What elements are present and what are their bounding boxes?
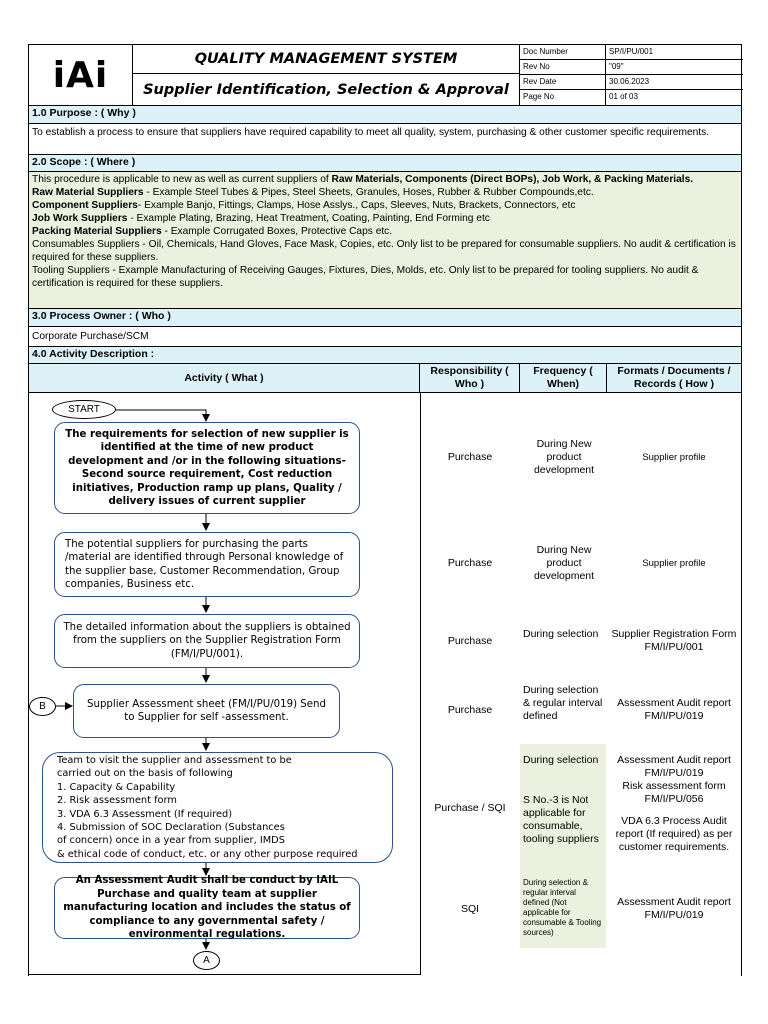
meta-value: 01 of 03	[609, 92, 638, 101]
step-6-who: SQI	[460, 902, 480, 915]
step-2-how: Supplier profile	[642, 557, 706, 569]
scope-tooling: Tooling Suppliers - Example Manufacturing of Receiving Gauges, Fixtures, Dies, Molds, etc. Only list to be prepared for tooling suppliers. No audit & certification is required for these suppliers.	[32, 265, 699, 289]
flow-step-2: The potential suppliers for purchasing the parts /material are identified through Personal knowledge of the supplier base, Customer Recommendation, Group companies, Business etc.	[54, 532, 360, 597]
connector-a: A	[193, 951, 220, 970]
col-how-header: Formats / Documents / Records ( How )	[607, 364, 741, 393]
logo-text: iAi	[52, 54, 109, 96]
purpose-heading: 1.0 Purpose : ( Why )	[29, 105, 741, 124]
meta-label: Page No	[520, 90, 606, 105]
owner-text: Corporate Purchase/SCM	[32, 331, 149, 342]
meta-label: Rev Date	[520, 75, 606, 90]
step-3-how: Supplier Registration Form FM/I/PU/001	[611, 628, 737, 653]
start-terminal: START	[52, 400, 116, 419]
step-4-when: During selection & regular interval defined	[523, 684, 603, 722]
step-3-when: During selection	[523, 628, 599, 640]
step-5-when-cell	[520, 744, 606, 876]
scope-line: Raw Material Suppliers - Example Steel Tubes & Pipes, Steel Sheets, Granules, Hoses, Rubber & Rubber Compounds,etc.	[32, 187, 594, 198]
step-6-how: Assessment Audit report FM/I/PU/019	[617, 896, 731, 921]
scope-line: Component Suppliers- Example Banjo, Fittings, Clamps, Hose Asslys., Caps, Sleeves, Nuts, Brackets, Connectors, etc	[32, 200, 576, 211]
col-what-header: Activity ( What )	[29, 364, 420, 393]
meta-value: 30.06.2023	[606, 75, 743, 90]
activity-heading: 4.0 Activity Description :	[29, 346, 741, 364]
scope-line: Job Work Suppliers - Example Plating, Brazing, Heat Treatment, Coating, Painting, End Forming etc	[32, 213, 490, 224]
purpose-text: To establish a process to ensure that suppliers have required capability to meet all quality, system, purchasing & other customer specific requirements.	[32, 127, 710, 138]
arrow-start	[116, 410, 206, 421]
flow-step-1: The requirements for selection of new supplier is identified at the time of new product development and /or in the following situations- Second source requirement, Cost reduction initiatives, Production ramp up plans, Quality / delivery issues of current supplier	[54, 422, 360, 514]
step-5-when-note: S No.-3 is Not applicable for consumable, tooling suppliers	[523, 794, 599, 845]
step-5-who: Purchase / SQI	[434, 801, 506, 814]
col-who-header: Responsibility ( Who )	[420, 364, 520, 393]
scope-intro: This procedure is applicable to new as well as current suppliers of Raw Materials, Components (Direct BOPs), Job Work, & Packing Materials.	[32, 174, 694, 185]
meta-value: "09"	[606, 60, 743, 75]
step-2-who: Purchase	[447, 556, 493, 569]
flow-step-4: Supplier Assessment sheet (FM/I/PU/019) Send to Supplier for self -assessment.	[73, 684, 340, 738]
step-4-who: Purchase	[447, 703, 493, 716]
scope-consumables: Consumables Suppliers - Oil, Chemicals, Hand Gloves, Face Mask, Copies, etc. Only list to be prepared for consumable suppliers. No audit & certification is required for these suppliers.	[32, 239, 736, 263]
flow-step-5: Team to visit the supplier and assessment to be carried out on the basis of following 1. Capacity & Capability 2. Risk assessment form 3. VDA 6.3 Assessment (If required) 4. Submission of SOC Declaration (Substances of concern) once in a year from supplier, IMDS & ethical code of conduct, etc. or any other purpose required	[42, 752, 393, 863]
scope-line: Packing Material Suppliers - Example Corrugated Boxes, Protective Caps etc.	[32, 226, 393, 237]
step-6-when: During selection & regular interval defined (Not applicable for consumable & Tooling sources)	[520, 876, 606, 948]
step-5-how: Assessment Audit report FM/I/PU/019 Risk assessment form FM/I/PU/056 VDA 6.3 Process Audit report (If required) as per customer requirements.	[615, 754, 733, 853]
flow-step-6: An Assessment Audit shall be conduct by IAIL Purchase and quality team at supplier manufacturing location and includes the status of compliance to any governmental safety / environmental regulations.	[54, 877, 360, 939]
col-when-header: Frequency ( When)	[520, 364, 607, 393]
flow-step-3: The detailed information about the suppliers is obtained from the suppliers on the Supplier Registration Form (FM/I/PU/001).	[54, 614, 360, 668]
header-subtitle: Supplier Identification, Selection & Approval	[143, 81, 509, 98]
step-1-how: Supplier profile	[642, 451, 706, 463]
step-5-when: During selection	[523, 754, 599, 766]
meta-label: Doc Number	[520, 45, 606, 60]
step-2-when: During New product development	[533, 543, 595, 582]
scope-heading: 2.0 Scope : ( Where )	[29, 154, 741, 172]
meta-label: Rev No	[520, 60, 606, 75]
step-4-how: Assessment Audit report FM/I/PU/019	[617, 697, 731, 722]
step-3-who: Purchase	[447, 634, 493, 647]
meta-value: SP/I/PU/001	[606, 45, 743, 60]
step-1-who: Purchase	[447, 450, 493, 463]
header-title: QUALITY MANAGEMENT SYSTEM	[133, 45, 519, 74]
step-1-when: During New product development	[533, 437, 595, 476]
connector-b: B	[29, 697, 56, 716]
owner-heading: 3.0 Process Owner : ( Who )	[29, 308, 741, 327]
